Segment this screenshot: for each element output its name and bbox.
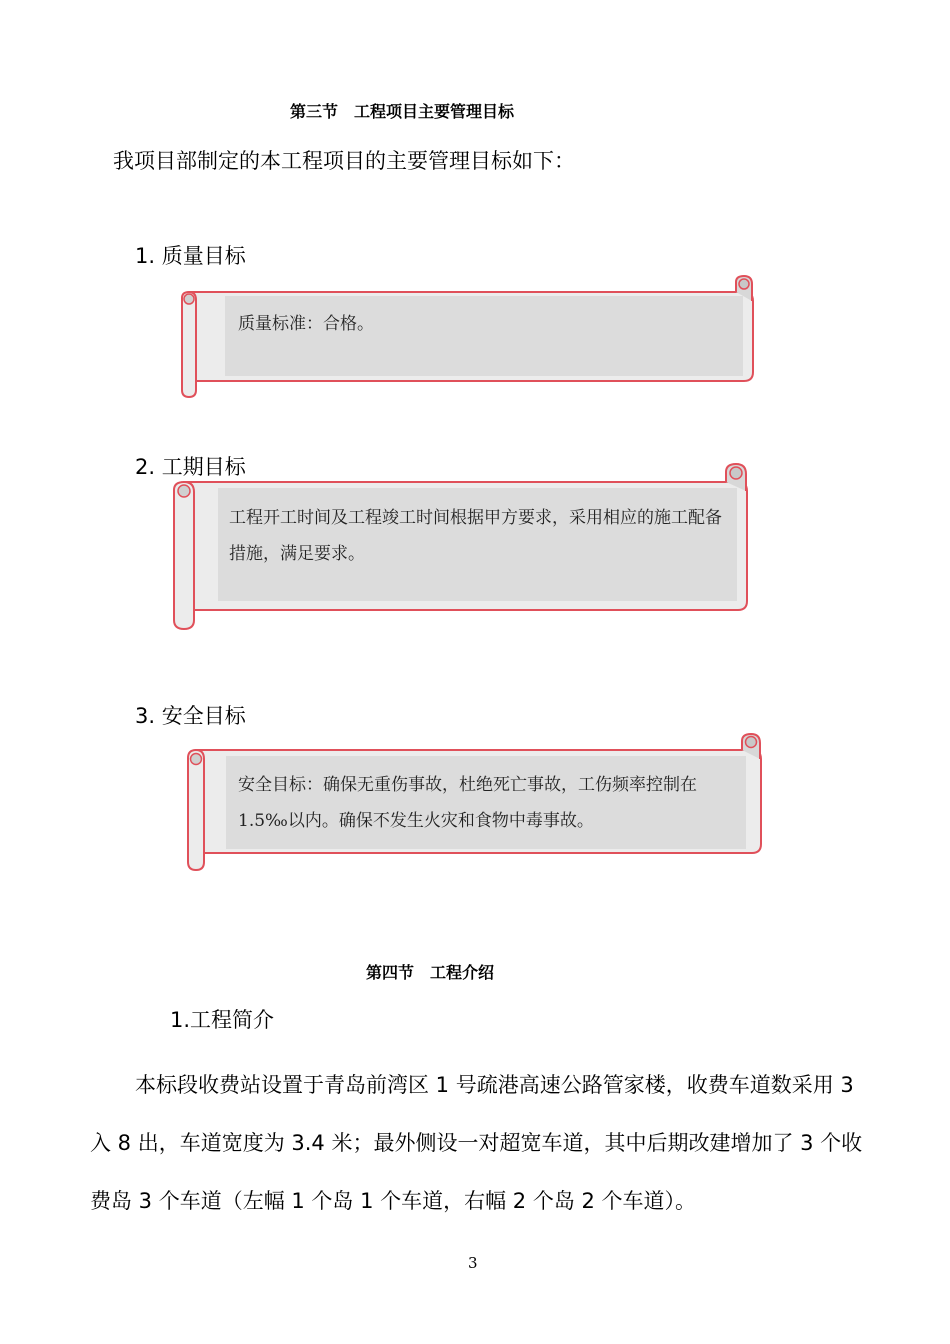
schedule-goal-scroll-banner [170,462,750,632]
section-3-title: 第三节 工程项目主要管理目标 [290,102,515,121]
goal-heading-schedule: 2. 工期目标 [135,455,246,479]
section-4-subheading: 1.工程简介 [170,1008,275,1032]
safety-goal-text: 安全目标：确保无重伤事故，杜绝死亡事故，工伤频率控制在 1.5‰以内。确保不发生火灾和食物中毒事故。 [238,775,697,831]
section-4-paragraph: 本标段收费站设置于青岛前湾区 1 号疏港高速公路管家楼，收费车道数采用 3 入 8 出，车道宽度为 3.4 米；最外侧设一对超宽车道，其中后期改建增加了 3 个收费岛 3 个车道（左幅 1 个岛 1 个车道，右幅 2 个岛 2 个车道）。 [90,1073,863,1213]
goal-heading-quality: 1. 质量目标 [135,244,246,268]
goal-heading-safety: 3. 安全目标 [135,704,246,728]
quality-goal-text: 质量标准：合格。 [238,314,374,334]
section-3-intro: 我项目部制定的本工程项目的主要管理目标如下： [113,149,575,173]
safety-goal-scroll-banner [184,732,766,874]
section-4-title: 第四节 工程介绍 [366,963,495,982]
schedule-goal-text: 工程开工时间及工程竣工时间根据甲方要求，采用相应的施工配备措施，满足要求。 [229,508,722,564]
quality-goal-scroll-banner [178,274,756,399]
page-number: 3 [468,1254,478,1272]
